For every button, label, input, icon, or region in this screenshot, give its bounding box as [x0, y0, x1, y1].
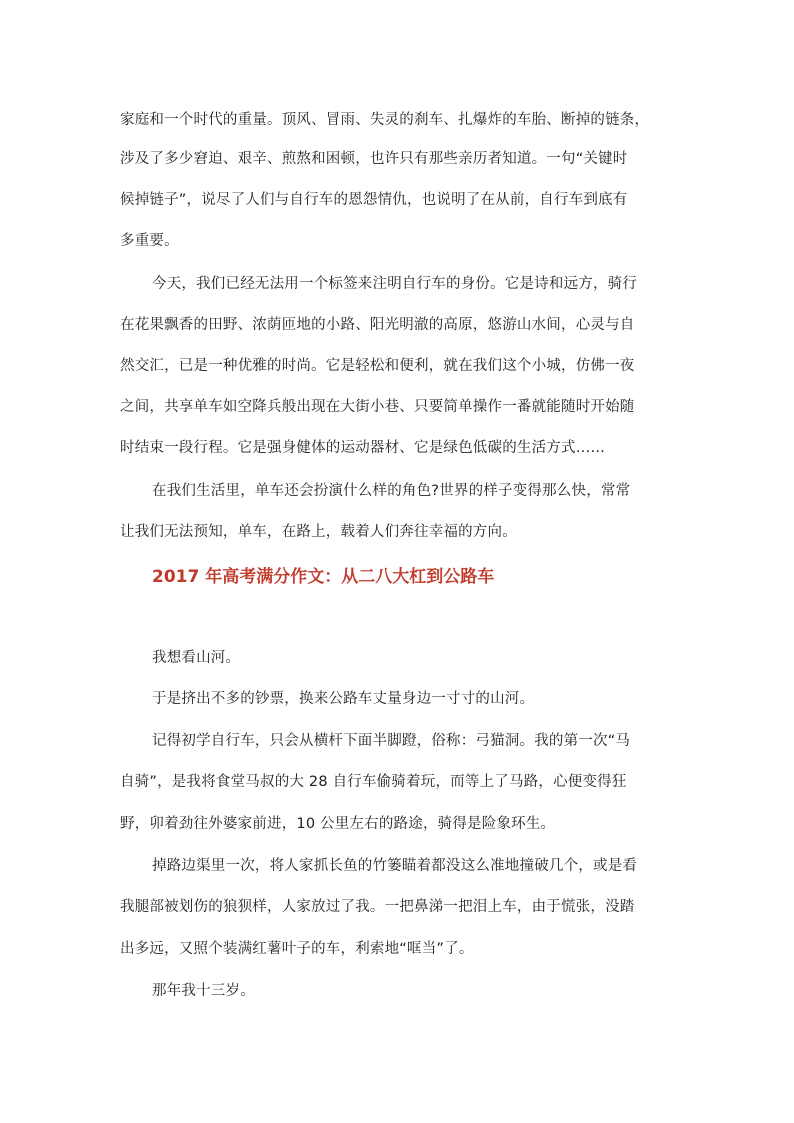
paragraph-line: 家庭和一个时代的重量。顶风、冒雨、失灵的刹车、扎爆炸的车胎、断掉的链条， [120, 112, 650, 128]
paragraph-line: 涉及了多少窘迫、艰辛、煎熬和困顿，也许只有那些亲历者知道。一句“关键时 [120, 151, 628, 167]
paragraph-line: 在我们生活里，单车还会扮演什么样的角色?世界的样子变得那么快，常常 [152, 483, 631, 499]
paragraph-line: 之间，共享单车如空降兵般出现在大街小巷、只要简单操作一番就能随时开始随 [120, 399, 635, 415]
paragraph-line: 出多远，又照个装满红薯叶子的车，利索地“哐当”了。 [120, 941, 474, 957]
paragraph-line: 记得初学自行车，只会从横杆下面半脚蹬，俗称：弓猫洞。我的第一次“马 [152, 733, 631, 749]
paragraph-line: 野，卯着劲往外婆家前进，10 公里左右的路途，骑得是险象环生。 [120, 816, 556, 832]
paragraph-line: 时结束一段行程。它是强身健体的运动器材、它是绿色低碳的生活方式…… [120, 440, 606, 456]
paragraph-line: 我腿部被划伤的狼狈样，人家放过了我。一把鼻涕一把泪上车，由于慌张，没踏 [120, 899, 635, 915]
paragraph-line: 掉路边渠里一次，将人家抓长鱼的竹篓瞄着都没这么准地撞破几个，或是看 [152, 858, 638, 874]
paragraph-line: 那年我十三岁。 [152, 983, 255, 999]
paragraph-line: 于是挤出不多的钞票，换来公路车丈量身边一寸寸的山河。 [152, 691, 535, 707]
paragraph-line: 让我们无法预知，单车，在路上，载着人们奔往幸福的方向。 [120, 524, 517, 540]
paragraph-line: 我想看山河。 [152, 650, 241, 666]
paragraph-line: 今天，我们已经无法用一个标签来注明自行车的身份。它是诗和远方，骑行 [152, 276, 638, 292]
paragraph-line: 多重要。 [120, 233, 179, 249]
paragraph-line: 自骑”，是我将食堂马叔的大 28 自行车偷骑着玩，而等上了马路，心便变得狂 [120, 774, 627, 790]
paragraph-line: 候掉链子”，说尽了人们与自行车的恩怨情仇，也说明了在从前，自行车到底有 [120, 192, 628, 208]
paragraph-line: 在花果飘香的田野、浓荫匝地的小路、阳光明澈的高原，悠游山水间，心灵与自 [120, 317, 635, 333]
paragraph-line: 然交汇，已是一种优雅的时尚。它是轻松和便利，就在我们这个小城，仿佛一夜 [120, 358, 635, 374]
essay-title: 2017 年高考满分作文：从二八大杠到公路车 [152, 567, 495, 587]
